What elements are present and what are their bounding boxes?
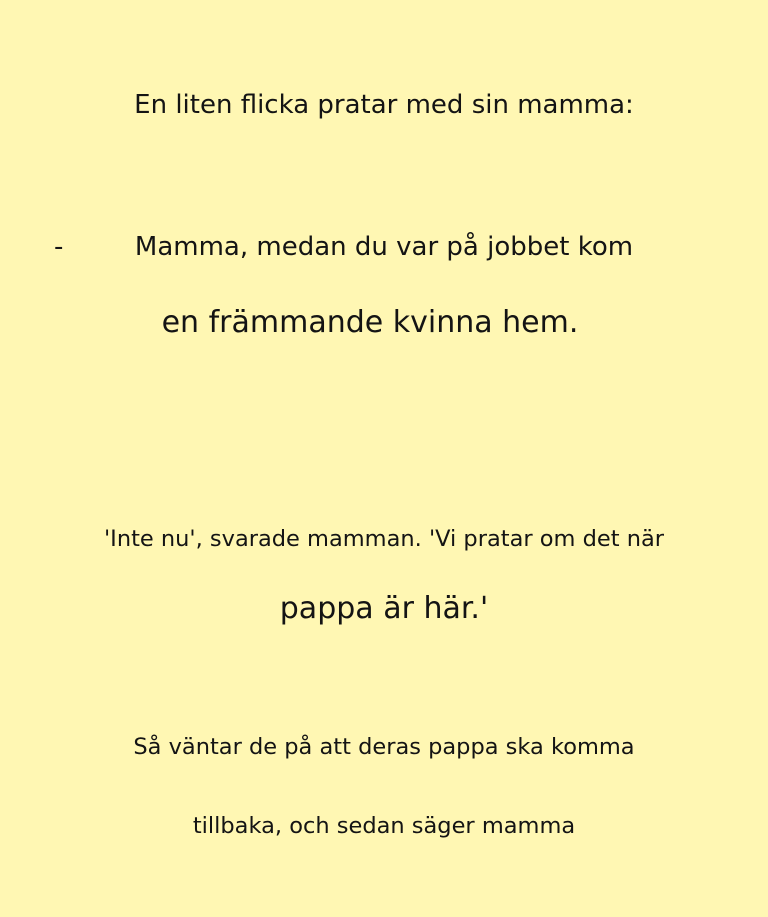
reply-line-1: 'Inte nu', svarade mamman. 'Vi pratar om det när bbox=[104, 526, 664, 552]
quote-line-1: Mamma, medan du var på jobbet kom bbox=[134, 232, 634, 262]
intro-line: En liten flicka pratar med sin mamma: bbox=[134, 90, 634, 120]
quote-line-2: en främmande kvinna hem. bbox=[161, 305, 579, 340]
dialogue-dash: - bbox=[54, 232, 64, 262]
reply-line-2: pappa är här.' bbox=[279, 591, 489, 626]
ending-line-1: Så väntar de på att deras pappa ska komma bbox=[133, 734, 635, 760]
ending-line-2: tillbaka, och sedan säger mamma bbox=[192, 813, 576, 839]
